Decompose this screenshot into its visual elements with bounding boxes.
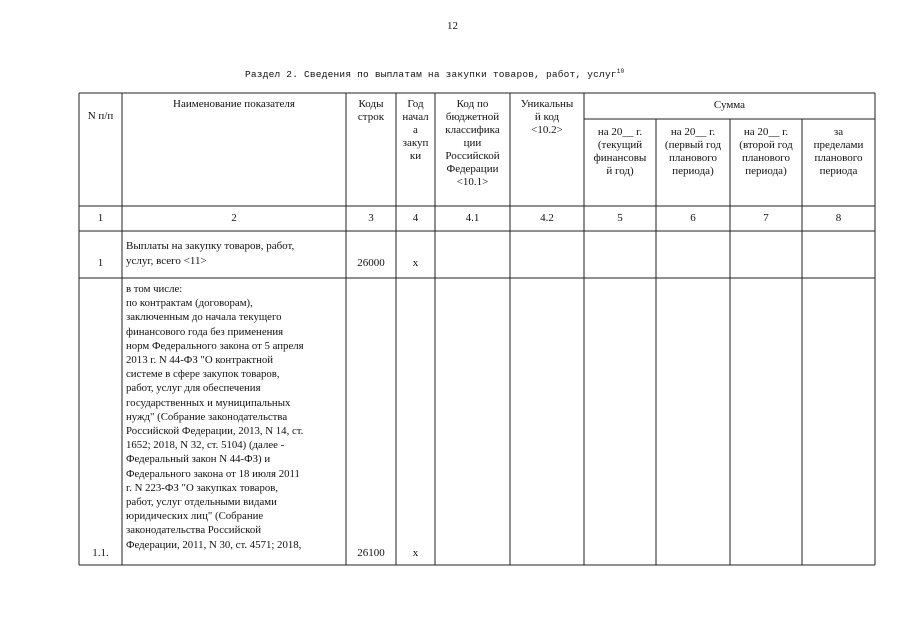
column-number: 8 xyxy=(835,212,842,224)
column-number: 4 xyxy=(412,212,419,224)
column-number: 7 xyxy=(763,212,769,224)
header-sum: Сумма xyxy=(713,99,746,111)
column-number: 4.1 xyxy=(465,212,480,224)
header-year-start: Год начал а закуп ки xyxy=(402,98,429,162)
header-sum-first: на 20__ г. (первый год планового периода) xyxy=(664,126,722,177)
header-name: Наименование показателя xyxy=(173,98,295,110)
header-budget-code: Код по бюджетной классифика ции Российской Федерации <10.1> xyxy=(445,98,500,188)
row-code: 26100 xyxy=(357,547,385,559)
page-number: 12 xyxy=(447,20,458,32)
column-number: 4.2 xyxy=(540,212,554,224)
section-title xyxy=(245,68,624,80)
header-unique-code: Уникальны й код <10.2> xyxy=(520,98,574,136)
header-sum-second: на 20__ г. (второй год планового периода) xyxy=(739,126,793,177)
footnote-marker: 10 xyxy=(616,68,625,75)
row-code: 26000 xyxy=(357,257,385,269)
row-number: 1 xyxy=(97,257,104,269)
section-title-text: Раздел 2. Сведения по выплатам на закупки товаров, работ, услуг xyxy=(245,69,617,81)
column-number: 5 xyxy=(617,212,623,224)
header-sum-current: на 20__ г. (текущий финансовы й год) xyxy=(593,126,647,177)
row-year: x xyxy=(412,547,419,559)
header-codes: Коды строк xyxy=(357,98,385,123)
row-year: x xyxy=(412,257,419,269)
header-sum-beyond: за пределами планового периода xyxy=(813,126,864,177)
column-number: 6 xyxy=(690,212,696,224)
column-number: 3 xyxy=(368,212,374,224)
column-number: 2 xyxy=(231,212,237,224)
column-number: 1 xyxy=(97,212,104,224)
row-name: в том числе: по контрактам (договорам), заключенным до начала текущего финансового года без применения норм Федерального закона от 5 апреля 2013 г. N 44-ФЗ "О контрактной системе в сфере закупок товаров, работ, услуг для обеспечения государственных и муниципальных нужд" (Собрание законодательства Российской Федерации, 2013, N 14, ст. 1652; 2018, N 32, ст. 5104) (далее - Федеральный закон N 44-ФЗ) и Федерального закона от 18 июля 2011 г. N 223-ФЗ "О закупках товаров, работ, услуг отдельными видами юридических лиц" (Собрание законодательства Российской Федерации, 2011, N 30, ст. 4571; 2018, xyxy=(126,283,304,551)
header-num: N п/п xyxy=(87,110,114,122)
row-name: Выплаты на закупку товаров, работ, услуг, всего <11> xyxy=(126,240,295,267)
row-number: 1.1. xyxy=(92,547,109,559)
